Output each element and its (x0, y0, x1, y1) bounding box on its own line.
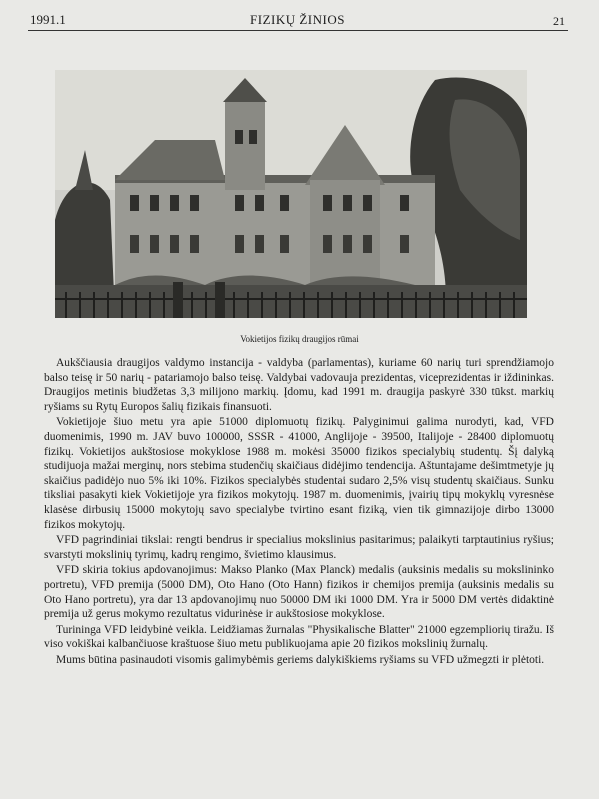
building-illustration (55, 70, 527, 318)
journal-title: FIZIKŲ ŽINIOS (250, 12, 345, 27)
building-photo (55, 70, 527, 318)
paragraph: Turininga VFD leidybinė veikla. Leidžiamas žurnalas "Physikalische Blatter" 21000 egzempliorių tiražu. Iš viso vokiškai kalbančiuose kraštuose šiuo metu publikuojama apie 20 fizikos mokslinių žurnalų. (44, 623, 554, 651)
paragraph: VFD pagrindiniai tikslai: rengti bendrus ir specialius mokslinius pasitarimus; palaikyti tarptautinius ryšius; svarstyti mokslinių tyrimų, kadrų rengimo, švietimo klausimus. (44, 534, 554, 561)
paragraph: Aukščiausia draugijos valdymo instancija - valdyba (parlamentas), kuriame 60 narių turi sprendžiamojo balso teisę ir 50 narių - patariamojo balso teisę. Valdybai vadovauja prezidentas, viceprezidentas ir iždininkas. Draugijos metinis biudžetas 3,3 milijono markių. Įdomu, kad 1991 m. draugija paskyrė 330 tūkst. markių ryšiams su Rytų Europos šalių fizikais finansuoti. (44, 357, 554, 413)
running-header (30, 12, 565, 32)
issue-label: 1991.1 (30, 12, 66, 27)
figure-caption: Vokietijos fizikų draugijos rūmai (240, 334, 359, 344)
article-body (44, 356, 554, 668)
paragraph: Vokietijoje šiuo metu yra apie 51000 diplomuotų fizikų. Palyginimui galima nurodyti, kad, VFD duomenimis, 1990 m. JAV buvo 100000, SSSR - 41000, Anglijoje - 39500, Italijoje - 28400 diplomuotų fizikų. Vokietijos aukštosiose mokyklose 1988 m. mokėsi 35000 fizikos specialybių studentų. Šį dalyką studijuoja mažai merginų, nors stebima studenčių skaičiaus didėjimo tendencija. Aštuntajame dešimtmetyje jų skaičius padidėjo nuo 5% iki 10%. Fizikos specialybės studentai sudaro 2,5% visų studentų skaičiaus. Sunku tiksliai pasakyti kiek Vokietijoje yra fizikos mokytojų. 1987 m. duomenimis, įvairių tipų mokyklų vyresnėse klasėse dirbusių 15000 mokytojų savo specialybe tvirtino esant fiziką, vien tik gimnazijoje dirbo 13000 fizikos mokytojų. (44, 416, 554, 531)
paragraph: Mums būtina pasinaudoti visomis galimybėmis geriems dalykiškiems ryšiams su VFD užmegzti ir plėtoti. (56, 653, 545, 666)
header-rule (28, 30, 568, 31)
paragraph: VFD skiria tokius apdovanojimus: Makso Planko (Max Planck) medalis (auksinis medalis su mokslininko portretu), VFD premija (5000 DM), Oto Hano (Oto Hann) fizikos ir chemijos premija (auksinis medalis su Oto Hano portretu), yra dar 13 apdovanojimų nuo 50000 DM iki 1000 DM. Yra ir 5000 DM vertės didaktinė premija už gerus mokymo rezultatus vidurinėse ir aukštosiose mokyklose. (44, 564, 554, 621)
page-number: 21 (553, 14, 565, 28)
